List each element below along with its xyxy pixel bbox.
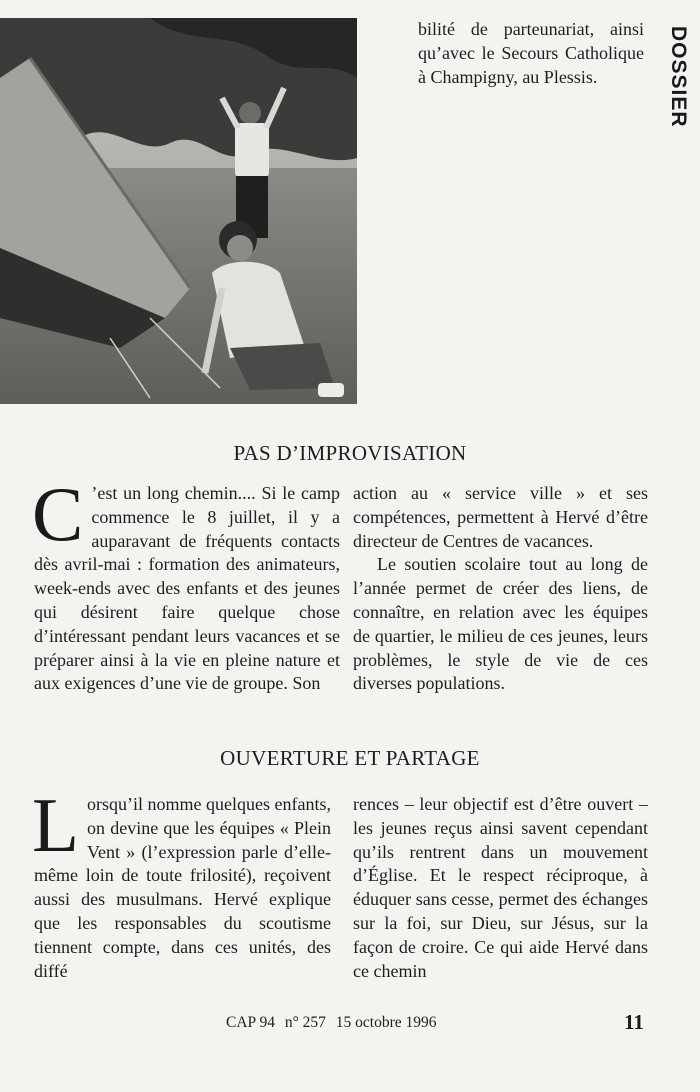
section1-left-text: ’est un long chemin.... Si le camp commence le 8 juillet, il y a auparavant de fréquents contacts dès avril-mai : formation des animateurs, week-ends avec des enfants et des jeunes qui désirent faire quelque chose d’intéressant pendant leurs vacances et se préparer ainsi à la vie en pleine nature et aux exigences d’une vie de groupe. Son xyxy=(34,483,340,694)
dropcap-l: L xyxy=(32,782,80,868)
section-title-ouverture: OUVERTURE ET PARTAGE xyxy=(220,746,480,770)
page-number: 11 xyxy=(624,1010,644,1034)
section1-right-column xyxy=(353,482,648,696)
tent-photo-image xyxy=(0,18,357,404)
camp-photo xyxy=(0,18,357,404)
footer-issue: n° 257 xyxy=(284,1014,326,1031)
footer-publication: CAP 94 xyxy=(226,1014,275,1031)
top-right-column xyxy=(418,18,644,89)
section2-left-text: orsqu’il nomme quelques enfants, on devine que les équipes « Plein Vent » (l’expression parle d’elle-même loin de toute frilosité), reçoivent aussi des musulmans. Hervé explique que les responsables du scoutisme tiennent compte, dans ces unités, des diffé xyxy=(34,794,331,981)
section2-right-column xyxy=(353,793,648,983)
section1-left-column xyxy=(32,471,340,696)
section-title-improvisation: PAS D’IMPROVISATION xyxy=(233,441,467,465)
section2-left-paragraph xyxy=(32,782,331,983)
top-column-text: bilité de parteunariat, ainsi qu’avec le Secours Catholique à Champigny, au Plessis. xyxy=(418,19,644,87)
section1-left-paragraph xyxy=(32,471,340,696)
footer-date: 15 octobre 1996 xyxy=(335,1014,437,1031)
section2-right-paragraph: rences – leur objectif est d’être ouvert – les jeunes reçus ainsi savent cependant qu’ils rentrent dans un mouvement d’Église. Et le respect réciproque, à éduquer sans cesse, permet des échanges sur la foi, sur Dieu, sur Jésus, sur la façon de croire. Ce qui aide Hervé dans ce chemin xyxy=(353,794,648,981)
section1-right-paragraph-2: Le soutien scolaire tout au long de l’année permet de créer des liens, de connaître, en relation avec les équipes de quartier, le milieu de ces jeunes, leurs problèmes, le style de vie de ces diverses populations. xyxy=(353,554,648,694)
section1-right-paragraph-1: action au « service ville » et ses compétences, permettent à Hervé d’être directeur de Centres de vacances. xyxy=(353,483,648,551)
section2-left-column xyxy=(32,782,331,983)
section-side-label: DOSSIER xyxy=(667,26,690,128)
dropcap-c: C xyxy=(32,471,84,557)
page-footer xyxy=(226,1014,443,1032)
